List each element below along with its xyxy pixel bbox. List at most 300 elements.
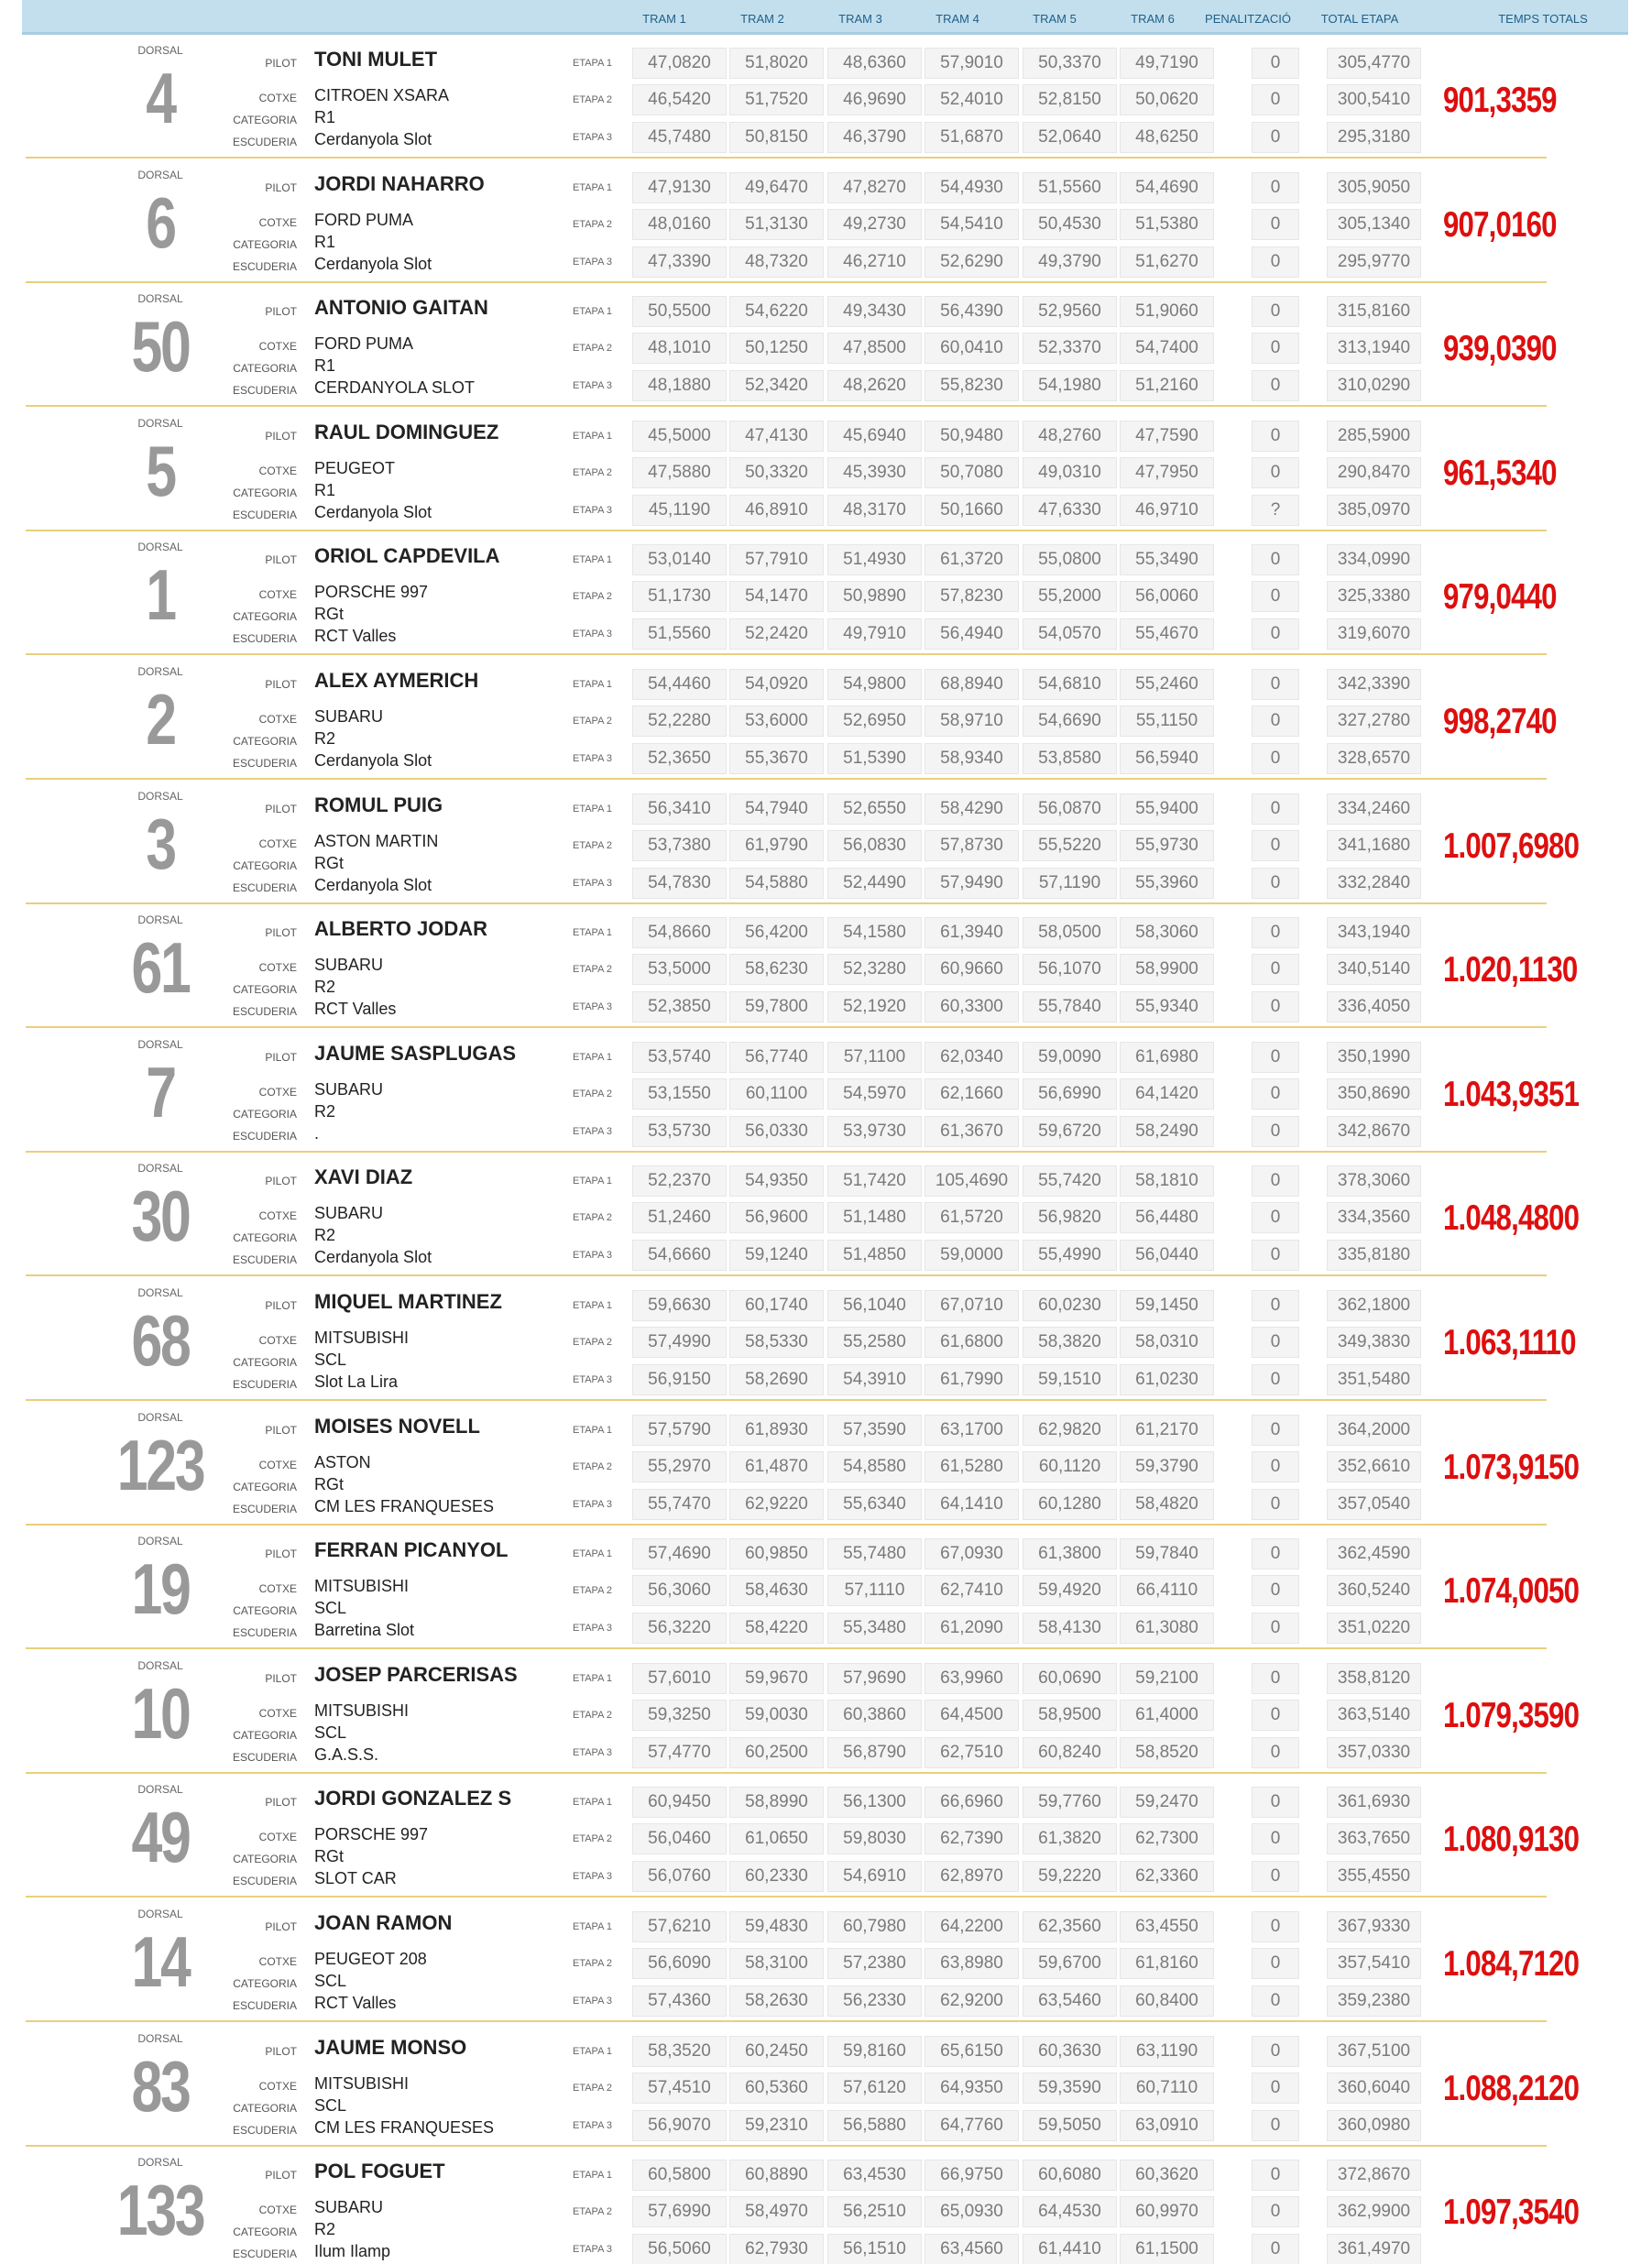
tram-time-cell: 48,6360	[827, 48, 922, 79]
stage-total-cell: 360,5240	[1327, 1575, 1421, 1606]
etapa-label: ETAPA 1	[572, 430, 612, 442]
penalty-cell: 0	[1252, 2110, 1299, 2141]
dorsal-number: 1	[146, 554, 175, 636]
tram-time-cell: 51,3130	[729, 209, 824, 240]
etapa-label: ETAPA 2	[572, 591, 612, 603]
penalty-cell: 0	[1252, 1911, 1299, 1942]
cotxe-label: COTXE	[258, 588, 297, 602]
tram-time-cell: 59,4920	[1023, 1575, 1117, 1606]
cotxe-value: MITSUBISHI	[314, 1701, 410, 1720]
etapa-label: ETAPA 1	[572, 1300, 612, 1311]
escuderia-value: Cerdanyola Slot	[314, 1248, 432, 1267]
cotxe-label: COTXE	[258, 1085, 297, 1099]
tram-time-cell: 60,1740	[729, 1290, 824, 1321]
tram-time-cell: 56,5940	[1120, 743, 1214, 774]
categoria-label: CATEGORIA	[233, 2226, 297, 2239]
cotxe-label: COTXE	[258, 1209, 297, 1223]
tram-time-cell: 60,2450	[729, 2036, 824, 2067]
stage-total-cell: 295,3180	[1327, 122, 1421, 153]
tram-time-cell: 55,6340	[827, 1489, 922, 1520]
tram-time-cell: 64,1410	[924, 1489, 1019, 1520]
penalty-cell: 0	[1252, 830, 1299, 861]
tram-time-cell: 48,7320	[729, 246, 824, 278]
tram-time-cell: 56,3410	[632, 793, 727, 825]
dorsal-number: 4	[146, 58, 175, 138]
tram-time-cell: 47,7950	[1120, 457, 1214, 488]
tram-time-cell: 48,1880	[632, 370, 727, 401]
etapa-label: ETAPA 1	[572, 2170, 612, 2182]
penalty-cell: 0	[1252, 705, 1299, 737]
table-header	[22, 0, 1628, 35]
tram-time-cell: 67,0930	[924, 1538, 1019, 1569]
categoria-value: SCL	[314, 1972, 347, 1990]
tram-time-cell: 51,1730	[632, 581, 727, 612]
tram-time-cell: 59,3790	[1120, 1451, 1214, 1482]
tram-time-cell: 52,3850	[632, 991, 727, 1023]
tram-time-cell: 61,1500	[1120, 2234, 1214, 2264]
etapa-label: ETAPA 3	[572, 877, 612, 889]
categoria-label: CATEGORIA	[233, 114, 297, 126]
tram-time-cell: 46,9690	[827, 84, 922, 115]
tram-time-cell: 64,4530	[1023, 2196, 1117, 2227]
tram-time-cell: 60,5800	[632, 2160, 727, 2191]
tram-time-cell: 58,4970	[729, 2196, 824, 2227]
result-block	[26, 1031, 1580, 1153]
tram-time-cell: 61,5280	[924, 1451, 1019, 1482]
cotxe-value: MITSUBISHI	[314, 1577, 410, 1596]
penalty-cell: 0	[1252, 669, 1299, 700]
pilot-label: PILOT	[265, 2169, 297, 2182]
tram-time-cell: 58,3060	[1120, 917, 1214, 948]
total-time: 939,0390	[1443, 329, 1557, 369]
etapa-label: ETAPA 1	[572, 306, 612, 318]
pilot-label: PILOT	[265, 1671, 297, 1685]
tram-time-cell: 55,2460	[1120, 669, 1214, 700]
escuderia-label: ESCUDERIA	[232, 1005, 297, 1019]
escuderia-label: ESCUDERIA	[232, 632, 297, 646]
dorsal-number: 5	[146, 430, 175, 511]
tram-time-cell: 56,3060	[632, 1575, 727, 1606]
penalty-cell: 0	[1252, 1737, 1299, 1768]
result-block	[26, 1527, 1580, 1649]
tram-time-cell: 59,0000	[924, 1240, 1019, 1271]
tram-time-cell: 49,3430	[827, 296, 922, 327]
pilot-name: ALBERTO JODAR	[314, 917, 488, 941]
stage-total-cell: 351,5480	[1327, 1364, 1421, 1395]
tram-time-cell: 51,6870	[924, 122, 1019, 153]
escuderia-value: Cerdanyola Slot	[314, 502, 432, 521]
tram-time-cell: 56,4480	[1120, 1202, 1214, 1233]
tram-time-cell: 61,9790	[729, 830, 824, 861]
tram-time-cell: 54,9800	[827, 669, 922, 700]
penalty-cell: 0	[1252, 1700, 1299, 1731]
etapa-label: ETAPA 2	[572, 1337, 612, 1348]
categoria-label: CATEGORIA	[233, 983, 297, 997]
tram-time-cell: 47,8500	[827, 333, 922, 364]
tram-time-cell: 60,8890	[729, 2160, 824, 2191]
tram-time-cell: 58,4290	[924, 793, 1019, 825]
etapa-label: ETAPA 1	[572, 58, 612, 69]
tram-time-cell: 55,3480	[827, 1613, 922, 1644]
tram-time-cell: 62,1660	[924, 1078, 1019, 1110]
etapa-label: ETAPA 1	[572, 1176, 612, 1187]
escuderia-label: ESCUDERIA	[232, 508, 297, 521]
penalty-cell: 0	[1252, 1364, 1299, 1395]
result-block	[26, 161, 1557, 283]
tram-time-cell: 51,7420	[827, 1165, 922, 1197]
penalty-cell: 0	[1252, 793, 1299, 825]
categoria-label: CATEGORIA	[233, 1356, 297, 1369]
tram-time-cell: 52,3280	[827, 954, 922, 985]
total-time: 1.007,6980	[1443, 826, 1580, 866]
tram-time-cell: 55,9340	[1120, 991, 1214, 1023]
tram-time-cell: 58,9340	[924, 743, 1019, 774]
stage-total-cell: 341,1680	[1327, 830, 1421, 861]
tram-time-cell: 54,5410	[924, 209, 1019, 240]
tram-time-cell: 54,0920	[729, 669, 824, 700]
tram-time-cell: 60,0410	[924, 333, 1019, 364]
stage-total-cell: 385,0970	[1327, 495, 1421, 526]
tram-time-cell: 58,3100	[729, 1948, 824, 1979]
tram-time-cell: 56,9070	[632, 2110, 727, 2141]
stage-total-cell: 367,9330	[1327, 1911, 1421, 1942]
tram-time-cell: 45,6940	[827, 421, 922, 452]
tram-time-cell: 61,3720	[924, 544, 1019, 575]
etapa-label: ETAPA 3	[572, 1996, 612, 2007]
escuderia-value: CM LES FRANQUESES	[314, 2117, 495, 2137]
categoria-label: CATEGORIA	[233, 486, 297, 499]
tram-time-cell: 57,4990	[632, 1327, 727, 1358]
penalty-cell: 0	[1252, 2073, 1299, 2104]
cotxe-label: COTXE	[258, 1831, 297, 1844]
tram-time-cell: 54,6910	[827, 1861, 922, 1892]
dorsal-label: DORSAL	[137, 44, 183, 57]
etapa-label: ETAPA 2	[572, 1833, 612, 1845]
stage-total-cell: 319,6070	[1327, 618, 1421, 650]
escuderia-label: ESCUDERIA	[232, 136, 297, 148]
penalty-cell: 0	[1252, 1165, 1299, 1197]
tram-time-cell: 52,3370	[1023, 333, 1117, 364]
result-block	[26, 285, 1557, 407]
etapa-label: ETAPA 3	[572, 504, 612, 516]
tram-time-cell: 55,3960	[1120, 868, 1214, 899]
pilot-name: ALEX AYMERICH	[314, 669, 479, 692]
tram-time-cell: 59,3590	[1023, 2073, 1117, 2104]
tram-time-cell: 56,4200	[729, 917, 824, 948]
stage-total-cell: 305,4770	[1327, 48, 1421, 79]
tram-time-cell: 57,5790	[632, 1415, 727, 1446]
escuderia-value: Cerdanyola Slot	[314, 254, 432, 273]
tram-time-cell: 52,3650	[632, 743, 727, 774]
cotxe-value: SUBARU	[314, 2198, 384, 2217]
tram-time-cell: 46,8910	[729, 495, 824, 526]
categoria-label: CATEGORIA	[233, 1728, 297, 1742]
tram-time-cell: 59,7840	[1120, 1538, 1214, 1569]
tram-time-cell: 64,2200	[924, 1911, 1019, 1942]
tram-time-cell: 55,2970	[632, 1451, 727, 1482]
tram-time-cell: 58,3520	[632, 2036, 727, 2067]
pilot-name: TONI MULET	[314, 48, 438, 71]
pilot-label: PILOT	[265, 1050, 297, 1064]
categoria-label: CATEGORIA	[233, 859, 297, 872]
penalty-cell: 0	[1252, 1042, 1299, 1073]
escuderia-value: CERDANYOLA SLOT	[314, 378, 476, 398]
tram-time-cell: 59,2310	[729, 2110, 824, 2141]
stage-total-cell: 350,1990	[1327, 1042, 1421, 1073]
etapa-label: ETAPA 2	[572, 218, 612, 230]
tram-time-cell: 56,8790	[827, 1737, 922, 1768]
penalty-cell: 0	[1252, 743, 1299, 774]
tram-time-cell: 45,1190	[632, 495, 727, 526]
tram-time-cell: 53,6000	[729, 705, 824, 737]
tram-time-cell: 54,8660	[632, 917, 727, 948]
tram-time-cell: 56,1510	[827, 2234, 922, 2264]
tram-time-cell: 53,8580	[1023, 743, 1117, 774]
penalty-cell: 0	[1252, 1451, 1299, 1482]
result-block	[26, 2025, 1580, 2147]
stage-total-cell: 313,1940	[1327, 333, 1421, 364]
cotxe-label: COTXE	[258, 837, 297, 850]
stage-total-cell: 372,8670	[1327, 2160, 1421, 2191]
cotxe-label: COTXE	[258, 1334, 297, 1347]
tram-time-cell: 60,3300	[924, 991, 1019, 1023]
pilot-name: JORDI GONZALEZ S	[314, 1787, 512, 1810]
tram-time-cell: 55,7480	[827, 1538, 922, 1569]
tram-time-cell: 48,1010	[632, 333, 727, 364]
dorsal-number: 6	[146, 181, 175, 263]
header-tram-3: TRAM 3	[838, 12, 882, 26]
tram-time-cell: 58,4130	[1023, 1613, 1117, 1644]
escuderia-value: Cerdanyola Slot	[314, 130, 432, 148]
etapa-label: ETAPA 2	[572, 466, 612, 478]
tram-time-cell: 57,3590	[827, 1415, 922, 1446]
tram-time-cell: 51,5560	[1023, 172, 1117, 203]
etapa-label: ETAPA 3	[572, 2119, 612, 2131]
etapa-label: ETAPA 1	[572, 1424, 612, 1436]
dorsal-number: 3	[146, 803, 175, 884]
dorsal-label: DORSAL	[137, 1410, 183, 1424]
dorsal-label: DORSAL	[137, 541, 183, 554]
tram-time-cell: 56,5880	[827, 2110, 922, 2141]
result-block	[26, 906, 1578, 1028]
escuderia-value: Cerdanyola Slot	[314, 751, 432, 770]
escuderia-value: G.A.S.S.	[314, 1744, 379, 1764]
tram-time-cell: 61,3080	[1120, 1613, 1214, 1644]
stage-total-cell: 363,7650	[1327, 1823, 1421, 1854]
tram-time-cell: 105,4690	[924, 1165, 1019, 1197]
tram-time-cell: 61,2090	[924, 1613, 1019, 1644]
stage-total-cell: 357,5410	[1327, 1948, 1421, 1979]
etapa-label: ETAPA 1	[572, 181, 612, 193]
dorsal-number: 61	[131, 927, 190, 1009]
etapa-label: ETAPA 2	[572, 94, 612, 105]
penalty-cell: 0	[1252, 2036, 1299, 2067]
etapa-label: ETAPA 3	[572, 1746, 612, 1758]
categoria-label: CATEGORIA	[233, 237, 297, 251]
tram-time-cell: 59,1450	[1120, 1290, 1214, 1321]
tram-time-cell: 59,6700	[1023, 1948, 1117, 1979]
escuderia-value: .	[314, 1123, 320, 1143]
tram-time-cell: 53,5000	[632, 954, 727, 985]
total-time: 901,3359	[1443, 81, 1557, 120]
categoria-value: SCL	[314, 2095, 347, 2115]
etapa-label: ETAPA 3	[572, 2244, 612, 2256]
dorsal-number: 10	[131, 1672, 190, 1754]
pilot-name: JAUME SASPLUGAS	[314, 1041, 517, 1065]
escuderia-label: ESCUDERIA	[232, 757, 297, 770]
stage-total-cell: 342,8670	[1327, 1116, 1421, 1147]
result-block	[26, 37, 1557, 159]
stage-total-cell: 357,0540	[1327, 1489, 1421, 1520]
escuderia-value: RCT Valles	[314, 627, 397, 646]
tram-time-cell: 61,2170	[1120, 1415, 1214, 1446]
cotxe-value: PEUGEOT 208	[314, 1950, 427, 1968]
penalty-cell: 0	[1252, 2160, 1299, 2191]
etapa-label: ETAPA 2	[572, 964, 612, 976]
penalty-cell: 0	[1252, 209, 1299, 240]
tram-time-cell: 56,7740	[729, 1042, 824, 1073]
tram-time-cell: 54,9350	[729, 1165, 824, 1197]
escuderia-value: Ilum Ilamp	[314, 2242, 391, 2261]
tram-time-cell: 58,9500	[1023, 1700, 1117, 1731]
pilot-name: JOAN RAMON	[314, 1911, 453, 1934]
categoria-label: CATEGORIA	[233, 2101, 297, 2115]
escuderia-value: RCT Valles	[314, 1994, 397, 2012]
tram-time-cell: 59,8030	[827, 1823, 922, 1854]
cotxe-label: COTXE	[258, 92, 297, 104]
stage-total-cell: 351,0220	[1327, 1613, 1421, 1644]
tram-time-cell: 63,1190	[1120, 2036, 1214, 2067]
pilot-name: ANTONIO GAITAN	[314, 296, 488, 320]
categoria-value: R1	[314, 356, 336, 376]
tram-time-cell: 50,9480	[924, 421, 1019, 452]
pilot-label: PILOT	[265, 305, 297, 319]
tram-time-cell: 57,7910	[729, 544, 824, 575]
tram-time-cell: 57,9690	[827, 1663, 922, 1694]
stage-total-cell: 359,2380	[1327, 1985, 1421, 2017]
tram-time-cell: 56,0830	[827, 830, 922, 861]
tram-time-cell: 61,6800	[924, 1327, 1019, 1358]
etapa-label: ETAPA 3	[572, 132, 612, 143]
categoria-label: CATEGORIA	[233, 1604, 297, 1618]
stage-total-cell: 362,9900	[1327, 2196, 1421, 2227]
pilot-name: ROMUL PUIG	[314, 793, 443, 816]
dorsal-label: DORSAL	[137, 1658, 183, 1672]
dorsal-number: 7	[146, 1051, 175, 1132]
tram-time-cell: 47,8270	[827, 172, 922, 203]
tram-time-cell: 60,9850	[729, 1538, 824, 1569]
tram-time-cell: 60,7980	[827, 1911, 922, 1942]
etapa-label: ETAPA 3	[572, 1871, 612, 1883]
total-time: 979,0440	[1443, 577, 1557, 618]
tram-time-cell: 63,8980	[924, 1948, 1019, 1979]
total-time: 907,0160	[1443, 204, 1557, 245]
tram-time-cell: 53,5730	[632, 1116, 727, 1147]
tram-time-cell: 58,8990	[729, 1787, 824, 1818]
dorsal-label: DORSAL	[137, 168, 183, 181]
tram-time-cell: 55,3670	[729, 743, 824, 774]
penalty-cell: 0	[1252, 1663, 1299, 1694]
pilot-label: PILOT	[265, 2044, 297, 2058]
stage-total-cell: 305,9050	[1327, 172, 1421, 203]
tram-time-cell: 51,5390	[827, 743, 922, 774]
tram-time-cell: 52,9560	[1023, 296, 1117, 327]
tram-time-cell: 56,1040	[827, 1290, 922, 1321]
tram-time-cell: 63,1700	[924, 1415, 1019, 1446]
penalty-cell: 0	[1252, 868, 1299, 899]
stage-total-cell: 342,3390	[1327, 669, 1421, 700]
tram-time-cell: 59,1510	[1023, 1364, 1117, 1395]
pilot-name: JAUME MONSO	[314, 2035, 467, 2059]
escuderia-label: ESCUDERIA	[232, 1626, 297, 1640]
etapa-label: ETAPA 2	[572, 1585, 612, 1597]
cotxe-label: COTXE	[258, 1582, 297, 1596]
tram-time-cell: 58,9900	[1120, 954, 1214, 985]
tram-time-cell: 54,7830	[632, 868, 727, 899]
categoria-value: RGt	[314, 1847, 345, 1866]
tram-time-cell: 47,4130	[729, 421, 824, 452]
tram-time-cell: 56,5060	[632, 2234, 727, 2264]
categoria-value: R2	[314, 2220, 336, 2239]
stage-total-cell: 360,6040	[1327, 2073, 1421, 2104]
tram-time-cell: 58,0500	[1023, 917, 1117, 948]
tram-time-cell: 54,6690	[1023, 705, 1117, 737]
tram-time-cell: 56,4940	[924, 618, 1019, 650]
tram-time-cell: 48,2760	[1023, 421, 1117, 452]
tram-time-cell: 50,7080	[924, 457, 1019, 488]
tram-time-cell: 58,3820	[1023, 1327, 1117, 1358]
tram-time-cell: 60,0230	[1023, 1290, 1117, 1321]
tram-time-cell: 64,1420	[1120, 1078, 1214, 1110]
stage-total-cell: 285,5900	[1327, 421, 1421, 452]
tram-time-cell: 58,8520	[1120, 1737, 1214, 1768]
dorsal-label: DORSAL	[137, 1037, 183, 1051]
tram-time-cell: 59,1240	[729, 1240, 824, 1271]
categoria-label: CATEGORIA	[233, 1480, 297, 1493]
tram-time-cell: 57,9010	[924, 48, 1019, 79]
penalty-cell: 0	[1252, 122, 1299, 153]
pilot-label: PILOT	[265, 180, 297, 194]
tram-time-cell: 52,0640	[1023, 122, 1117, 153]
tram-time-cell: 47,6330	[1023, 495, 1117, 526]
tram-time-cell: 62,9820	[1023, 1415, 1117, 1446]
tram-time-cell: 52,2370	[632, 1165, 727, 1197]
tram-time-cell: 57,4510	[632, 2073, 727, 2104]
tram-time-cell: 50,1250	[729, 333, 824, 364]
tram-time-cell: 59,2470	[1120, 1787, 1214, 1818]
tram-time-cell: 65,6150	[924, 2036, 1019, 2067]
tram-time-cell: 52,4490	[827, 868, 922, 899]
header-tram-6: TRAM 6	[1131, 12, 1175, 26]
dorsal-label: DORSAL	[137, 1535, 183, 1548]
stage-total-cell: 305,1340	[1327, 209, 1421, 240]
tram-time-cell: 60,0690	[1023, 1663, 1117, 1694]
stage-total-cell: 362,4590	[1327, 1538, 1421, 1569]
tram-time-cell: 50,5500	[632, 296, 727, 327]
tram-time-cell: 50,3320	[729, 457, 824, 488]
tram-time-cell: 61,5720	[924, 1202, 1019, 1233]
dorsal-number: 83	[131, 2045, 190, 2127]
tram-time-cell: 57,6990	[632, 2196, 727, 2227]
tram-time-cell: 56,3220	[632, 1613, 727, 1644]
stage-total-cell: 349,3830	[1327, 1327, 1421, 1358]
tram-time-cell: 62,7390	[924, 1823, 1019, 1854]
tram-time-cell: 62,9200	[924, 1985, 1019, 2017]
categoria-label: CATEGORIA	[233, 1853, 297, 1866]
tram-time-cell: 45,3930	[827, 457, 922, 488]
total-time: 1.080,9130	[1443, 1820, 1580, 1860]
tram-time-cell: 51,8020	[729, 48, 824, 79]
